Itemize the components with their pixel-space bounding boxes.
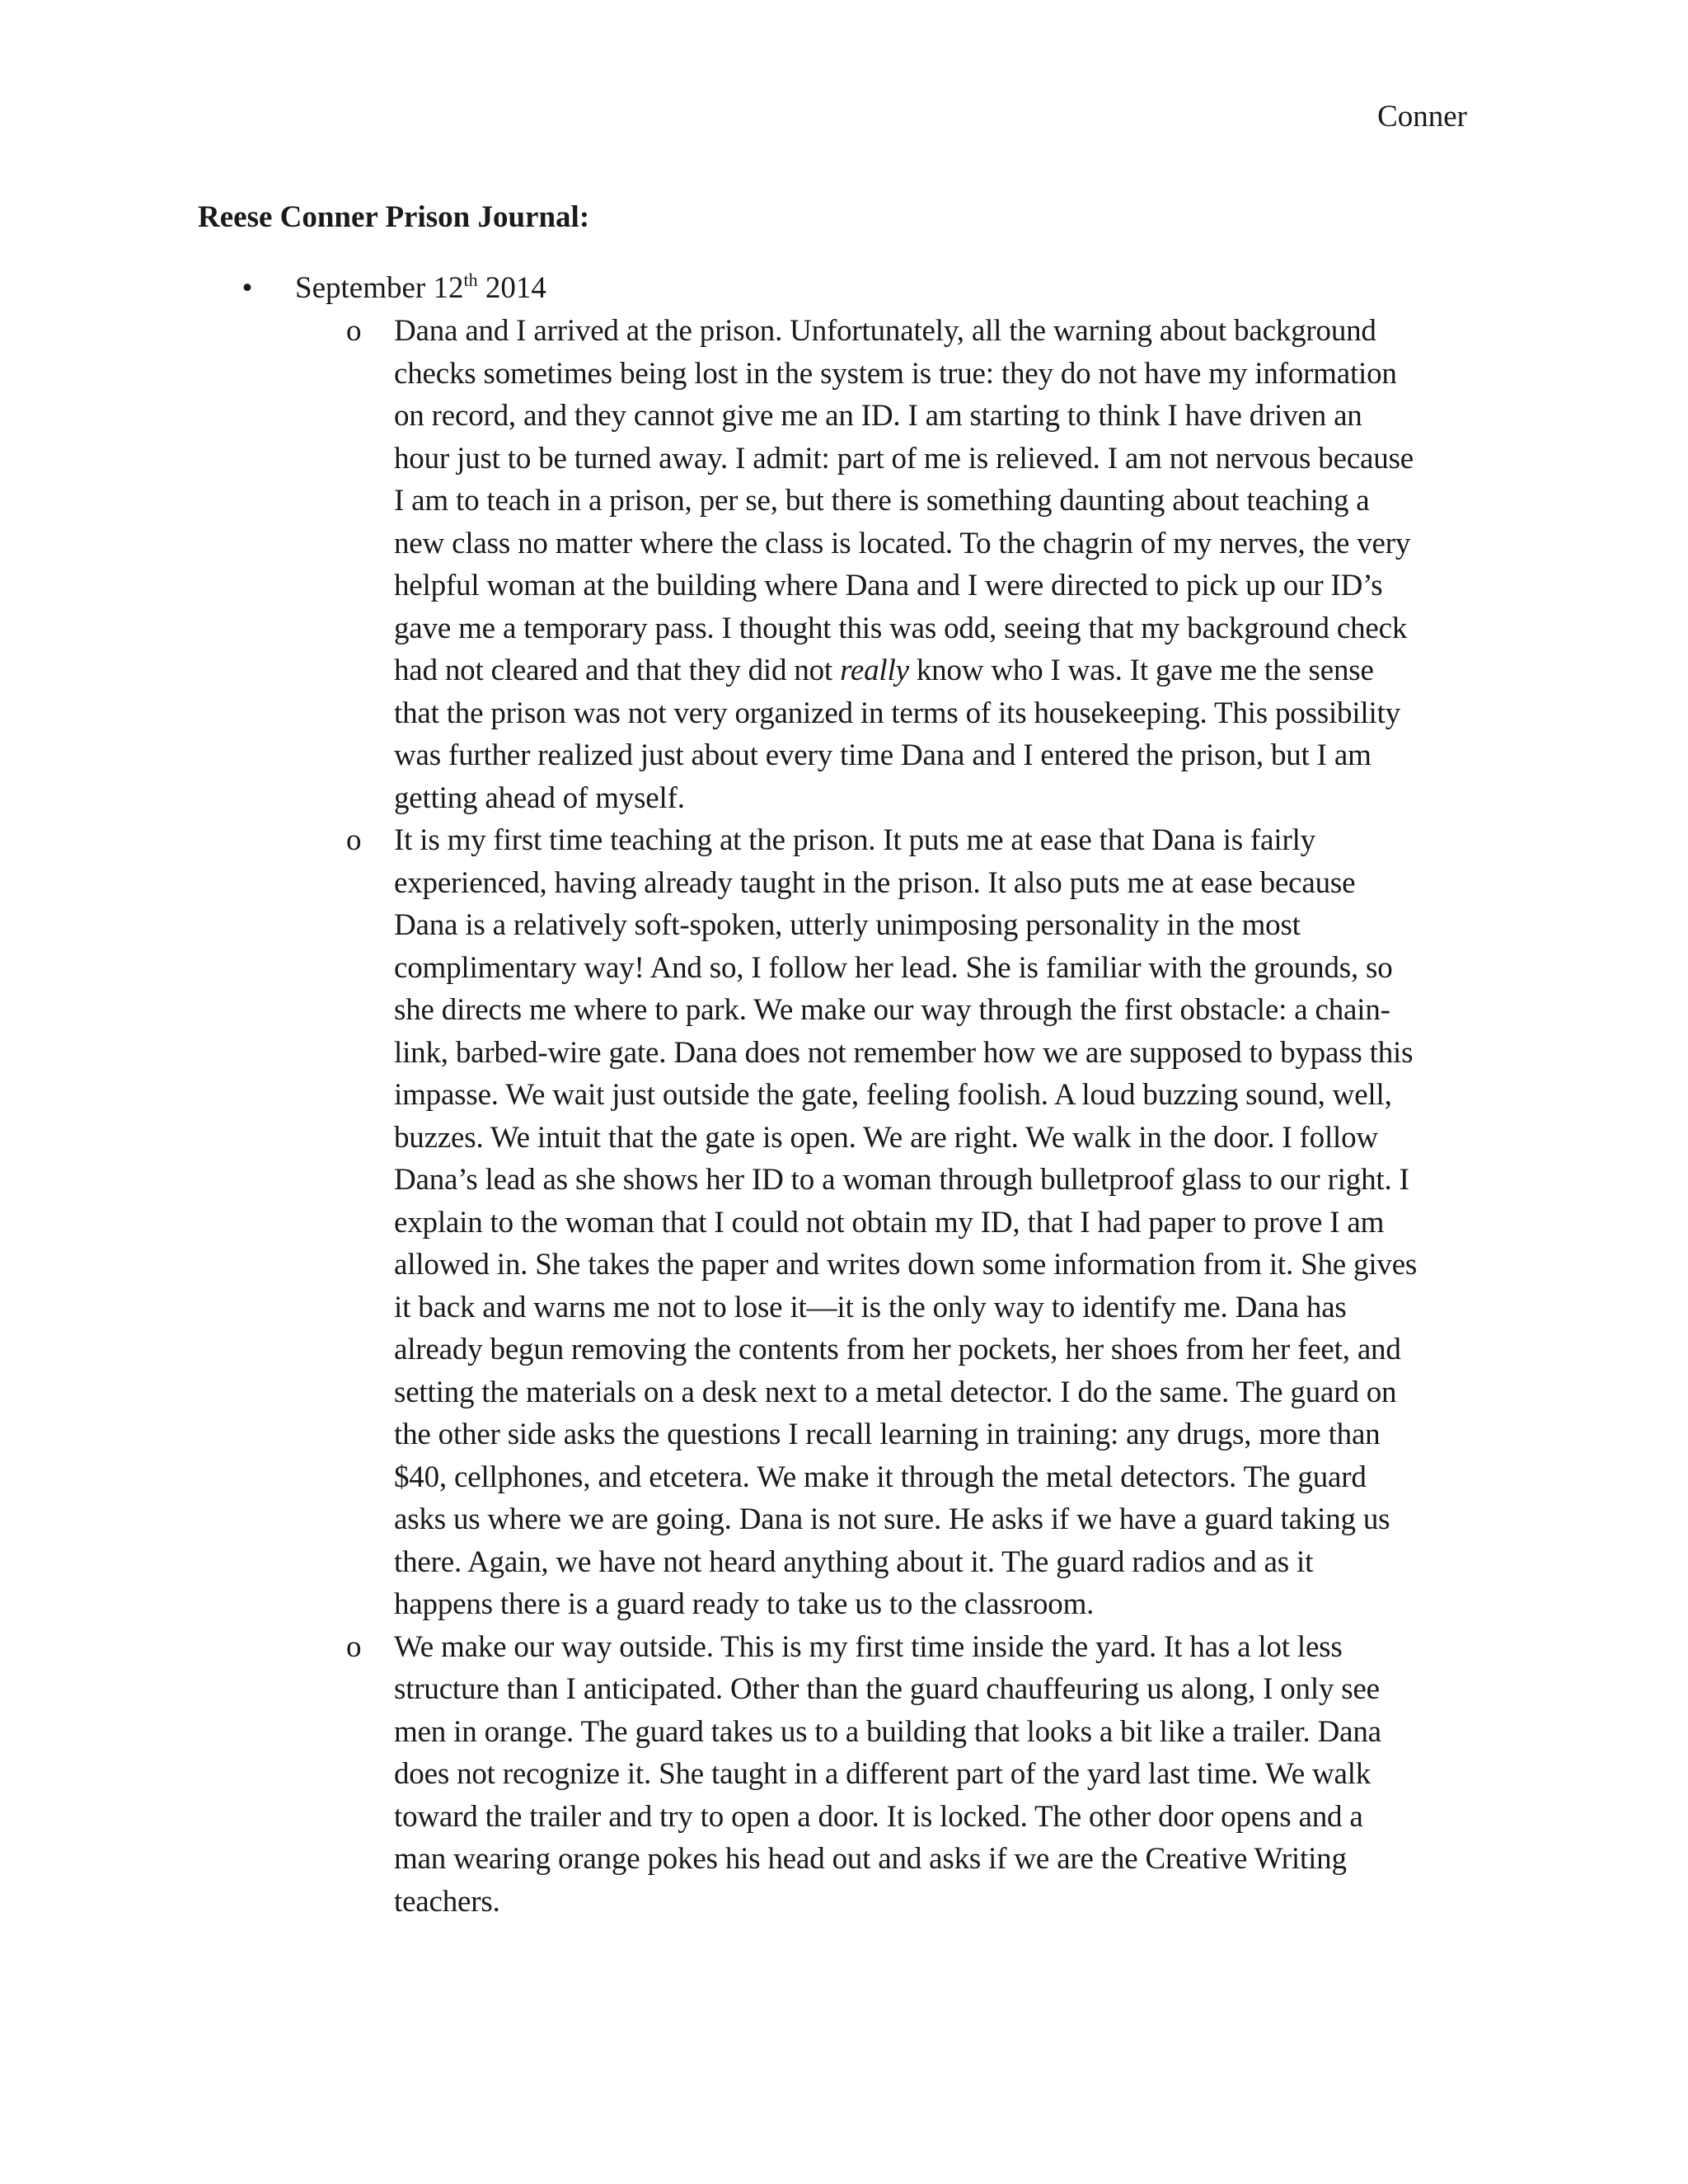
text-line: I am to teach in a prison, per se, but there is something daunting about teaching a: [394, 484, 1370, 518]
text-line: We make our way outside. This is my first time inside the yard. It has a lot less: [394, 1629, 1343, 1664]
text-line: checks sometimes being lost in the system is true: they do not have my information: [394, 356, 1397, 391]
text-line: already begun removing the contents from her pockets, her shoes from her feet, and: [394, 1333, 1401, 1366]
text-line: explain to the woman that I could not obtain my ID, that I had paper to prove I am: [394, 1205, 1385, 1240]
text-line: link, barbed-wire gate. Dana does not remember how we are supposed to bypass this: [394, 1035, 1414, 1070]
emphasized-word: really: [840, 654, 909, 687]
text-line: It is my first time teaching at the prison. It puts me at ease that Dana is fairly: [394, 823, 1315, 857]
text-line: toward the trailer and try to open a door. It is locked. The other door opens and a: [394, 1799, 1363, 1834]
text-line: setting the materials on a desk next to a metal detector. I do the same. The guard on: [394, 1375, 1397, 1409]
text-line: on record, and they cannot give me an ID. I am starting to think I have driven an: [394, 399, 1362, 433]
text-line: helpful woman at the building where Dana and I were directed to pick up our ID’s: [394, 569, 1383, 602]
text-line-with-emphasis: [394, 649, 1465, 692]
entry-date-suffix: th: [463, 269, 478, 290]
text-line: the other side asks the questions I recall learning in training: any drugs, more than: [394, 1418, 1381, 1451]
text-line: teachers.: [394, 1884, 500, 1919]
paragraph-text: [394, 310, 1465, 819]
journal-entry: [239, 267, 1475, 1923]
text-line: hour just to be turned away. I admit: part of me is relieved. I am not nervous because: [394, 441, 1414, 476]
entry-date: [295, 267, 546, 310]
entry-date-year: 2014: [477, 271, 546, 305]
text-line: impasse. We wait just outside the gate, feeling foolish. A loud buzzing sound, well,: [394, 1078, 1392, 1112]
text-line: was further realized just about every time Dana and I entered the prison, but I am: [394, 738, 1372, 772]
text-line: complimentary way! And so, I follow her lead. She is familiar with the grounds, so: [394, 950, 1393, 985]
text-line: does not recognize it. She taught in a different part of the yard last time. We walk: [394, 1757, 1372, 1791]
paragraph-arrival: [239, 310, 1475, 819]
sub-bullet-icon: o: [346, 1629, 362, 1664]
text-line: structure than I anticipated. Other than the guard chauffeuring us along, I only see: [394, 1672, 1380, 1706]
text-line: Dana’s lead as she shows her ID to a woman through bulletproof glass to our right. I: [394, 1163, 1409, 1197]
entry-date-main: September 12: [295, 271, 464, 305]
text-line: asks us where we are going. Dana is not sure. He asks if we have a guard taking us: [394, 1502, 1390, 1536]
text-line: Dana and I arrived at the prison. Unfortunately, all the warning about background: [394, 314, 1376, 348]
text-segment: know who I was. It gave me the sense: [908, 654, 1374, 687]
text-line: it back and warns me not to lose it—it is the only way to identify me. Dana has: [394, 1290, 1347, 1324]
paragraph-yard: [239, 1626, 1475, 1924]
text-line: buzzes. We intuit that the gate is open. We are right. We walk in the door. I follow: [394, 1120, 1378, 1155]
text-line: men in orange. The guard takes us to a building that looks a bit like a trailer. Dana: [394, 1714, 1381, 1749]
paragraph-first-time: [239, 819, 1475, 1626]
paragraph-text: [394, 819, 1465, 1626]
text-line: she directs me where to park. We make our way through the first obstacle: a chain-: [394, 993, 1390, 1027]
text-line: experienced, having already taught in the prison. It also puts me at ease because: [394, 865, 1356, 900]
text-segment: had not cleared and that they did not: [394, 654, 841, 687]
text-line: getting ahead of myself.: [394, 780, 685, 815]
text-line: that the prison was not very organized in terms of its housekeeping. This possibility: [394, 696, 1400, 730]
running-header: Conner: [1377, 100, 1467, 134]
text-line: gave me a temporary pass. I thought this was odd, seeing that my background check: [394, 611, 1408, 645]
text-line: Dana is a relatively soft-spoken, utterly unimposing personality in the most: [394, 908, 1301, 942]
entry-paragraphs: [239, 310, 1475, 1923]
sub-bullet-icon: o: [346, 314, 362, 348]
sub-bullet-icon: o: [346, 823, 362, 857]
bullet-icon: •: [241, 271, 253, 305]
text-line: there. Again, we have not heard anything about it. The guard radios and as it: [394, 1544, 1314, 1579]
journal-title: Reese Conner Prison Journal:: [198, 200, 590, 234]
text-line: new class no matter where the class is located. To the chagrin of my nerves, the very: [394, 526, 1411, 560]
paragraph-text: [394, 1626, 1465, 1924]
text-line: man wearing orange pokes his head out and asks if we are the Creative Writing: [394, 1842, 1347, 1876]
text-line: $40, cellphones, and etcetera. We make it through the metal detectors. The guard: [394, 1460, 1367, 1494]
text-line: allowed in. She takes the paper and writes down some information from it. She gives: [394, 1248, 1418, 1282]
text-line: happens there is a guard ready to take us to the classroom.: [394, 1587, 1095, 1621]
entry-heading: [239, 267, 1475, 310]
